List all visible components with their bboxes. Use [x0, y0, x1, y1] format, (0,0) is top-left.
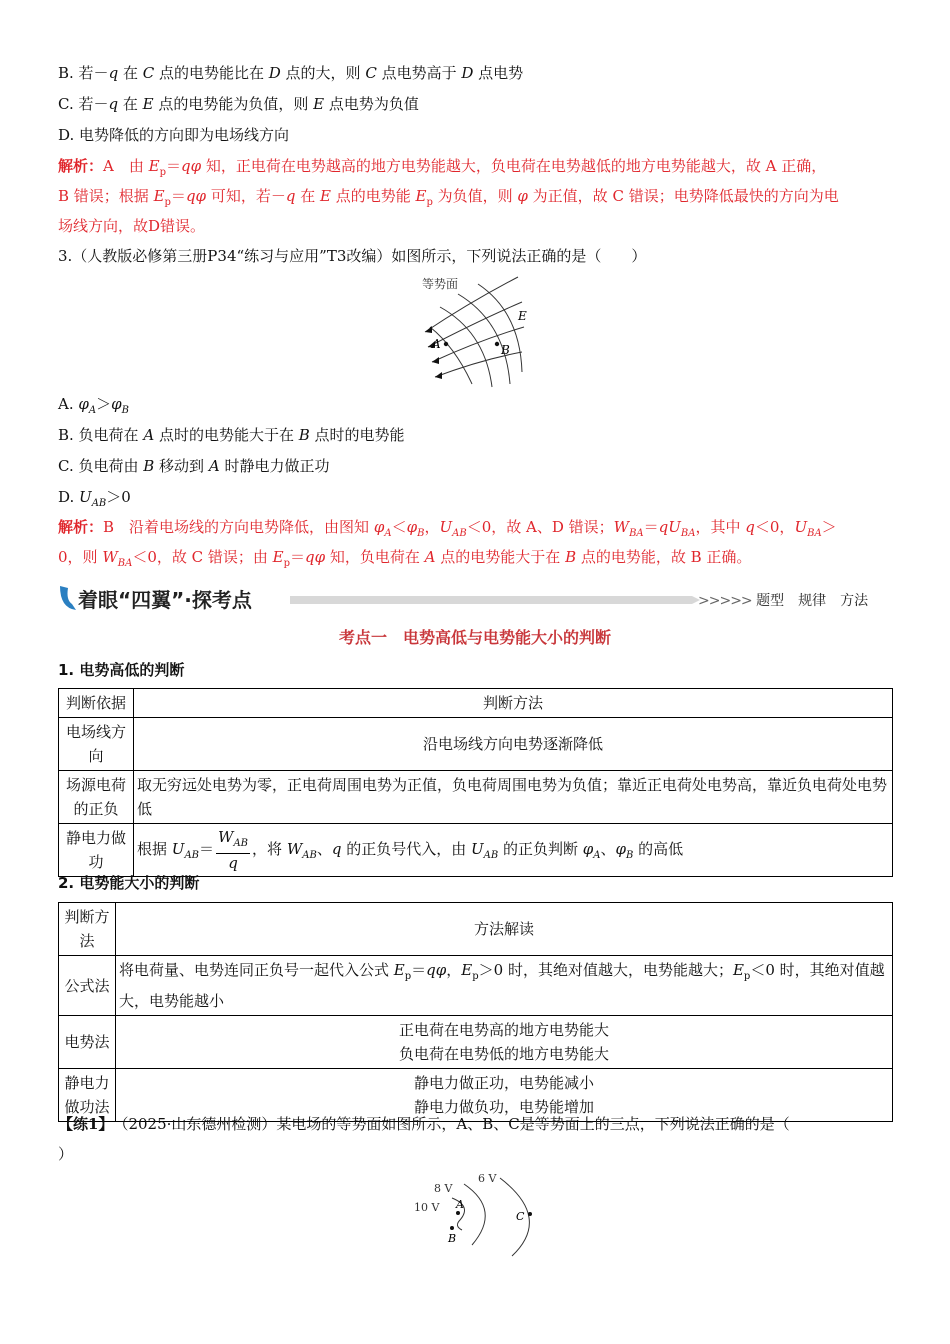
q3-option-b: B. 负电荷在 A 点时的电势能大于在 B 点时的电势能: [58, 426, 405, 444]
svg-text:A: A: [456, 1198, 464, 1211]
practice1-stem-end: ）: [58, 1145, 74, 1163]
q3-option-c: C. 负电荷由 B 移动到 A 时静电力做正功: [58, 457, 330, 475]
q2-analysis-line1: 解析：A 由 $E_p=q\varphi$ 知，正电荷在电势越高的地方电势能越大，负电荷在电势越低的地方电势能越大，故 A 正确，: [58, 157, 827, 178]
banner-tags: >>>>> 题型 规律 方法: [698, 593, 869, 609]
table-row: [59, 824, 893, 877]
equipotential-6v: [500, 1178, 529, 1256]
arrow-icon: [435, 372, 442, 379]
svg-text:10 V: 10 V: [414, 1201, 440, 1214]
row-method: 根据 $U_{AB}=$ $\frac{W_{AB}}{q}$ ，将 $W_{AB}$、q 的正负号代入，由 $U_{AB}$ 的正负判断 $\varphi_A$、$\varphi_B$ 的高低: [134, 824, 893, 877]
header-method: 判断方法: [134, 689, 893, 718]
row-method: 沿电场线方向电势逐渐降低: [134, 718, 893, 771]
q2-option-c: C. 若－q 在 E 点的电势能为负值，则 E 点电势为负值: [58, 95, 419, 113]
banner-swoosh-icon: [60, 586, 76, 610]
svg-text:6 V: 6 V: [478, 1172, 497, 1185]
kaodian-title: 考点一 电势高低与电势能大小的判断: [338, 628, 611, 647]
q3-option-a: A. $\varphi_A>\varphi_B$: [58, 395, 130, 416]
q2-analysis-line2: B 错误；根据 $E_p=q\varphi$ 可知，若－q 在 E 点的电势能 $E_p$ 为负值，则 φ 为正值，故 C 错误；电势降低最快的方向为电: [58, 187, 839, 208]
header-method: 判断方法: [59, 903, 116, 956]
practice1-figure: [412, 1170, 542, 1260]
header-basis: 判断依据: [59, 689, 134, 718]
table-row: [59, 689, 893, 718]
table-row: [59, 718, 893, 771]
arrow-icon: [425, 326, 432, 333]
point-c: [528, 1212, 532, 1216]
table-row: [59, 1016, 893, 1069]
label-a: A: [432, 337, 441, 351]
label-b: B: [501, 343, 510, 357]
table-row: [59, 956, 893, 1016]
row-method: 公式法: [59, 956, 116, 1016]
q3-stem: 3.（人教版必修第三册P34“练习与应用”T3改编）如图所示，下列说法正确的是（ ）: [58, 247, 647, 265]
figure-label: 等势面: [422, 277, 459, 291]
row-method: 取无穷远处电势为零，正电荷周围电势为正值，负电荷周围电势为负值；靠近正电荷处电势高，靠近负电荷处电势低: [134, 771, 893, 824]
point-a: [456, 1211, 460, 1215]
header-explain: 方法解读: [116, 903, 893, 956]
q3-option-d: D. $U_{AB}>0$: [58, 488, 131, 509]
point-b: [450, 1226, 454, 1230]
equipotential-8v: [464, 1184, 485, 1245]
row-method: 静电力做功法: [59, 1069, 116, 1122]
practice1-stem: 【练1】 （2025·山东德州检测）某电场的等势面如图所示，A、B、C是等势面上的三点，下列说法正确的是（: [58, 1115, 790, 1133]
q2-option-b: B. 若－q 在 C 点的电势能比在 D 点的大，则 C 点电势高于 D 点电势: [58, 64, 524, 82]
row-explain: 正电荷在电势高的地方电势能大 负电荷在电势低的地方电势能大: [116, 1016, 893, 1069]
table-row: [59, 903, 893, 956]
row-method: 电势法: [59, 1016, 116, 1069]
svg-text:C: C: [516, 1210, 525, 1223]
point-b: [495, 342, 499, 346]
banner-title: 着眼“四翼”·探考点: [78, 588, 252, 612]
equipotential-4: [478, 284, 522, 372]
point-a: [444, 342, 448, 346]
equipotential-figure: [410, 272, 530, 390]
energy-table: [58, 902, 893, 1122]
row-basis: 电场线方向: [59, 718, 134, 771]
row-basis: 场源电荷的正负: [59, 771, 134, 824]
svg-text:B: B: [448, 1232, 457, 1245]
row-explain: 将电荷量、电势连同正负号一起代入公式 $E_p=q\varphi$，$E_p>0$ 时，其绝对值越大，电势能越大；$E_p<0$ 时，其绝对值越大，电势能越小: [116, 956, 893, 1016]
q2-option-d: D. 电势降低的方向即为电场线方向: [58, 126, 290, 144]
table-row: [59, 771, 893, 824]
q2-analysis-line3: 场线方向，故D错误。: [58, 217, 206, 235]
row-explain: 静电力做正功，电势能减小 静电力做负功，电势能增加: [116, 1069, 893, 1122]
label-e: E: [518, 309, 527, 323]
section1-title: 1. 电势高低的判断: [58, 661, 185, 679]
arrow-icon: [432, 357, 439, 364]
potential-table: [58, 688, 893, 877]
q3-analysis-line2: 0，则 $W_{BA}<0$，故 C 错误；由 $E_p=q\varphi$ 知，负电荷在 A 点的电势能大于在 B 点的电势能，故 B 正确。: [58, 548, 752, 569]
section2-title: 2. 电势能大小的判断: [58, 874, 200, 892]
svg-text:8 V: 8 V: [434, 1182, 453, 1195]
q3-analysis-line1: 解析：B 沿着电场线的方向电势降低，由图知 $\varphi_A<\varphi_B$，$U_{AB}<0$，故 A、D 错误；$W_{BA}=qU_{BA}$，其中 q＜0，$U_{BA}>$: [58, 518, 837, 539]
row-basis: 静电力做功: [59, 824, 134, 877]
section-banner: [58, 580, 893, 616]
